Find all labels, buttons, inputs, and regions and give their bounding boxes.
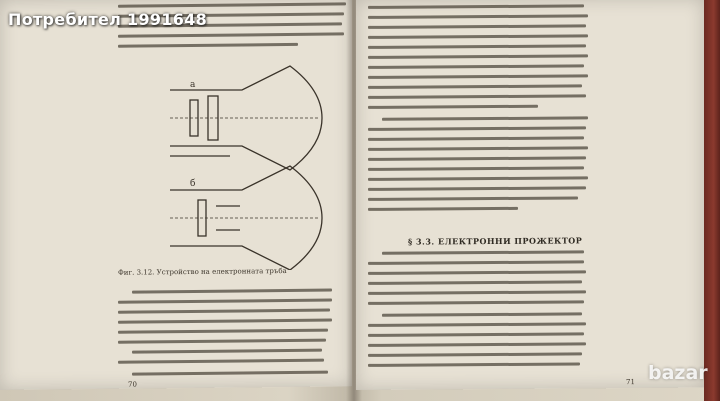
right-page (356, 0, 704, 390)
crt-diagram (150, 60, 340, 270)
figure-caption: Фиг. 3.12. Устройство на електронната тръба (118, 266, 287, 277)
book-cover-edge (704, 0, 720, 401)
figure-mark-a: a (190, 80, 196, 90)
right-page-number: 71 (626, 378, 635, 387)
left-page-number: 70 (128, 380, 137, 389)
site-logo: bazar (648, 362, 708, 384)
section-heading: § 3.3. ЕЛЕКТРОННИ ПРОЖЕКТОР (407, 235, 583, 247)
figure-mark-b: б (190, 179, 196, 189)
user-watermark: Потребител 1991648 (8, 10, 208, 29)
